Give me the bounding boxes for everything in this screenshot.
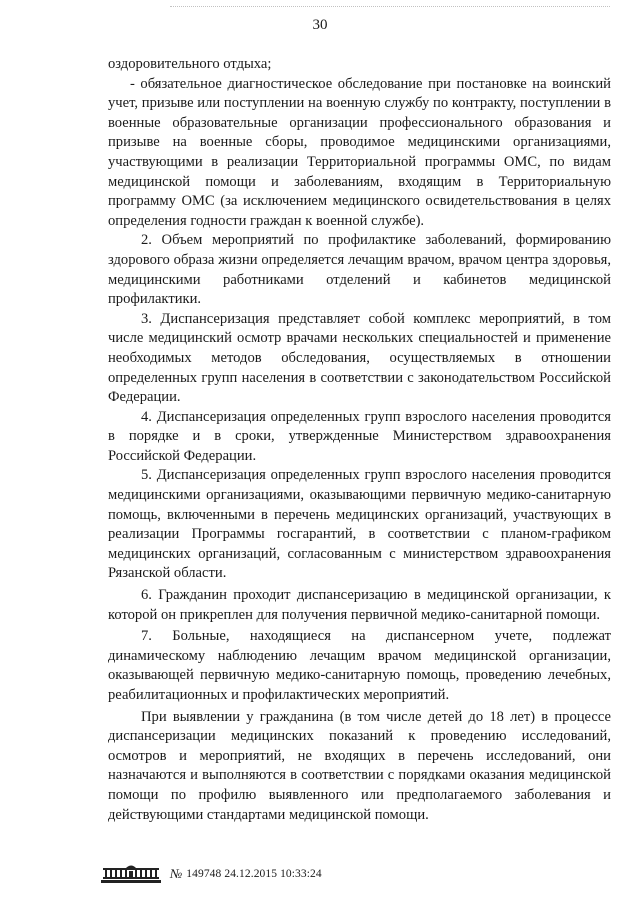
paragraph-item-3: 3. Диспансеризация представляет собой комплекс мероприятий, в том числе медицинский осмотр врачами нескольких специальностей и применение необходимых методов обследования, осуществляемых в отношении определенных групп населения в соответствии с законодательством Российской Федерации. bbox=[108, 310, 611, 406]
paragraph-item-7: 7. Больные, находящиеся на диспансерном учете, подлежат динамическому наблюдению лечащим врачом медицинской организации, оказывающей первичную медико-санитарную помощь, проведению лечебных, реабилитационных и профилактических мероприятий. bbox=[108, 628, 611, 703]
paragraph-bullet-military: - обязательное диагностическое обследование при постановке на воинский учет, призыве или поступлении на военную службу по контракту, поступлении в военные образовательные организации профессионального образования и призыве на военные сборы, проводимое медицинскими организациями, участвующими в реализации Территориальной программы ОМС, по видам медицинской помощи и заболеваниям, входящим в Территориальную программу ОМС (за исключением медицинского освидетельствования в целях определения годности граждан к военной службе). bbox=[108, 75, 611, 229]
scan-artifact-line bbox=[170, 6, 610, 9]
document-body bbox=[108, 55, 611, 825]
registration-footer bbox=[100, 864, 322, 884]
paragraph-item-4: 4. Диспансеризация определенных групп взрослого населения проводится в порядке и в сроки, утвержденные Министерством здравоохранения Российской Федерации. bbox=[108, 408, 611, 464]
page-number: 30 bbox=[312, 17, 328, 33]
number-sign: № bbox=[170, 866, 183, 881]
paragraph-continuation: оздоровительного отдыха; bbox=[108, 56, 272, 72]
paragraph-item-6: 6. Гражданин проходит диспансеризацию в медицинской организации, к которой он прикреплен для получения первичной медико-санитарной помощи. bbox=[108, 587, 611, 623]
paragraph-item-5: 5. Диспансеризация определенных групп взрослого населения проводится медицинскими организациями, оказывающими первичную медико-санитарную помощь, включенными в перечень медицинских организаций, участвующих в реализации Программы госгарантий, в соответствии с планом-графиком медицинских организаций, согласованным с министерством здравоохранения Рязанской области. bbox=[108, 467, 611, 582]
government-building-icon bbox=[100, 864, 162, 884]
paragraph-item-2: 2. Объем мероприятий по профилактике заболеваний, формированию здорового образа жизни определяется лечащим врачом, врачом центра здоровья, медицинскими работниками отделений и кабинетов медицинской профилактики. bbox=[108, 232, 611, 308]
registration-stamp: 149748 24.12.2015 10:33:24 bbox=[186, 868, 322, 880]
paragraph-additional-examinations: При выявлении у гражданина (в том числе детей до 18 лет) в процессе диспансеризации медицинских показаний к проведению исследований, осмотров и мероприятий, не входящих в перечень исследований, они назначаются и выполняются в соответствии с порядками оказания медицинской помощи по профилю выявленного или предполагаемого заболевания и действующими стандартами медицинской помощи. bbox=[108, 708, 611, 823]
